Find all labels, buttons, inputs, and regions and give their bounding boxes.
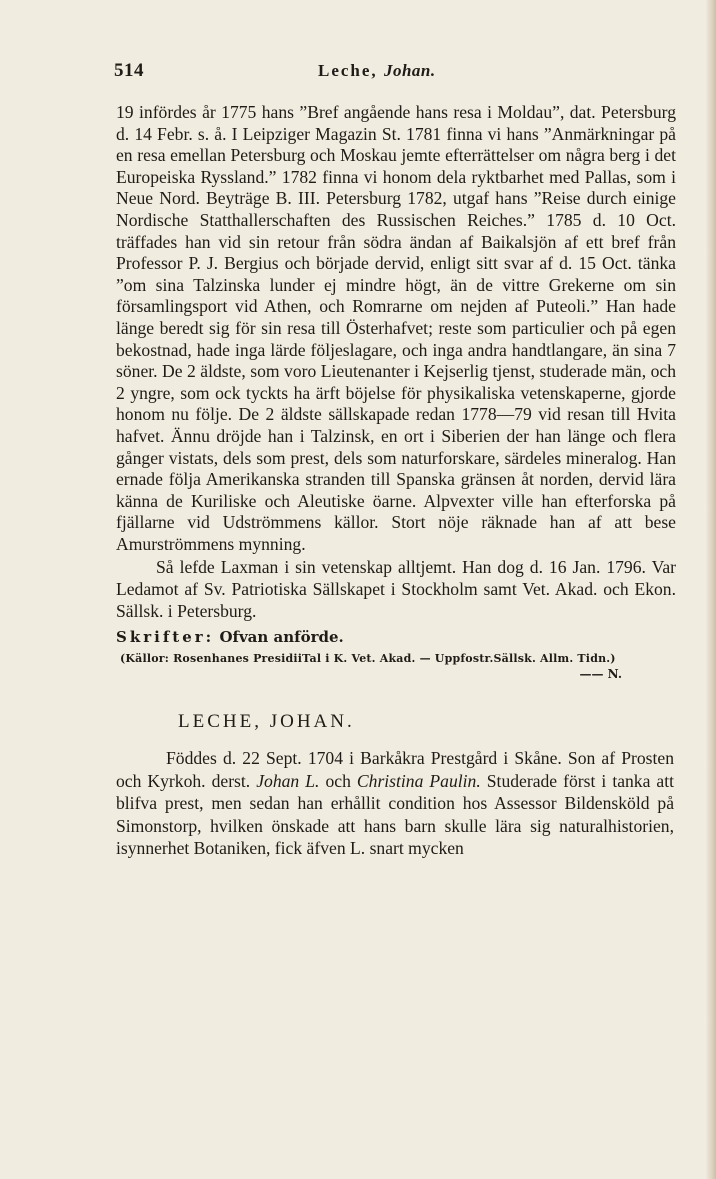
running-head-given: Johan.	[383, 61, 436, 80]
author-signature: —— N.	[579, 667, 622, 682]
page-header	[106, 52, 682, 82]
paragraph-2: Så lefde Laxman i sin vetenskap alltjemt. Han dog d. 16 Jan. 1796. Var Ledamot af Sv. Patriotiska Sällskapet i Stockholm samt Vet. Akad. och Ekon. Sällsk. i Petersburg.	[116, 557, 676, 621]
skrifter-line	[106, 628, 682, 646]
skrifter-text: Ofvan anförde.	[219, 628, 344, 647]
article-paragraph	[116, 747, 674, 860]
article-connector: och	[325, 770, 351, 791]
page-number: 514	[114, 60, 144, 81]
father-name: Johan L.	[256, 770, 320, 791]
continued-article	[106, 102, 676, 622]
sources-line	[106, 652, 682, 665]
running-head-name: Leche,	[318, 61, 378, 80]
article-text-start: Föddes d. 22 Sept. 1704 i Barkåkra Prestgård i Skåne. Son af Prosten och Kyrkoh. derst.	[116, 748, 674, 791]
paragraph-1: 19 infördes år 1775 hans ”Bref angående hans resa i Moldau”, dat. Petersburg d. 14 Febr. s. å. I Leipziger Magazin St. 1781 finna vi hans ”Anmärkningar på en resa emellan Petersburg och Moskau jemte efterrättelser om några berg i det Europeiska Ryssland.” 1782 finna vi honom dela ryktbarhet med Pallas, som i Neue Nord. Beyträge B. III. Petersburg 1782, utgaf hans ”Reise durch einige Nordische Statthallerschaften des Russischen Reiches.” 1785 d. 10 Oct. träffades han vid sin retour från södra ändan af Baikalsjön af ett bref från Professor P. J. Bergius och började dervid, enligt sitt svar af d. 15 Oct. tänka ”om sina Talzinska lunder ej mindre högt, än de vittre Grekerne om sin församlingsport vid Athen, och Romrarne om nejden af Puteoli.” Han hade länge beredt sig för sin resa till Österhafvet; reste som particulier och på egen bekostnad, hade inga lärde följeslagare, och inga andra handtlangare, än sina 7 söner. De 2 äldste, som voro Lieutenanter i Kejserlig tjenst, studerade män, och 2 yngre, som ock tyckts ha ärft böjelse för physikaliska vetenskaperne, gjorde honom nu följe. De 2 äldste sällskapade redan 1778—79 vid resan till Hvita hafvet. Ännu dröjde han i Talzinsk, en ort i Siberien der han länge och flera gånger vistats, dels som prest, dels som naturforskare, särdeles mineralog. Han ernade följa Amerikanska stranden till Spanska gränsen åt norden, dervid lära känna de Kuriliske och Aleutiske öarne. Alpvexter ville han efterforska på fjällarne vid Udströmmens källor. Stort nöje räknade han af att bese Amurströmmens mynning.	[116, 102, 676, 554]
skrifter-label: Skrifter:	[116, 628, 215, 647]
page-edge	[706, 0, 716, 1179]
mother-name: Christina Paulin.	[356, 770, 481, 791]
sources-text: Rosenhanes PresidiiTal i K. Vet. Akad. — Uppfostr.Sällsk. Allm. Tidn.)	[173, 652, 616, 666]
article-title: LECHE, JOHAN.	[178, 711, 355, 733]
next-article-body	[106, 747, 674, 860]
running-head	[318, 61, 436, 81]
article-text-rest: Studerade först i tanka att blifva prest, men sedan han erhållit condition hos Assessor Bildensköld på Simonstorp, hvilken önskade att hans barn skulle lära sig naturalhistorien, isynnerhet Botaniken, fick äfven L. snart mycken	[116, 770, 675, 859]
book-page	[106, 52, 682, 860]
sources-label: (Källor:	[120, 652, 170, 666]
